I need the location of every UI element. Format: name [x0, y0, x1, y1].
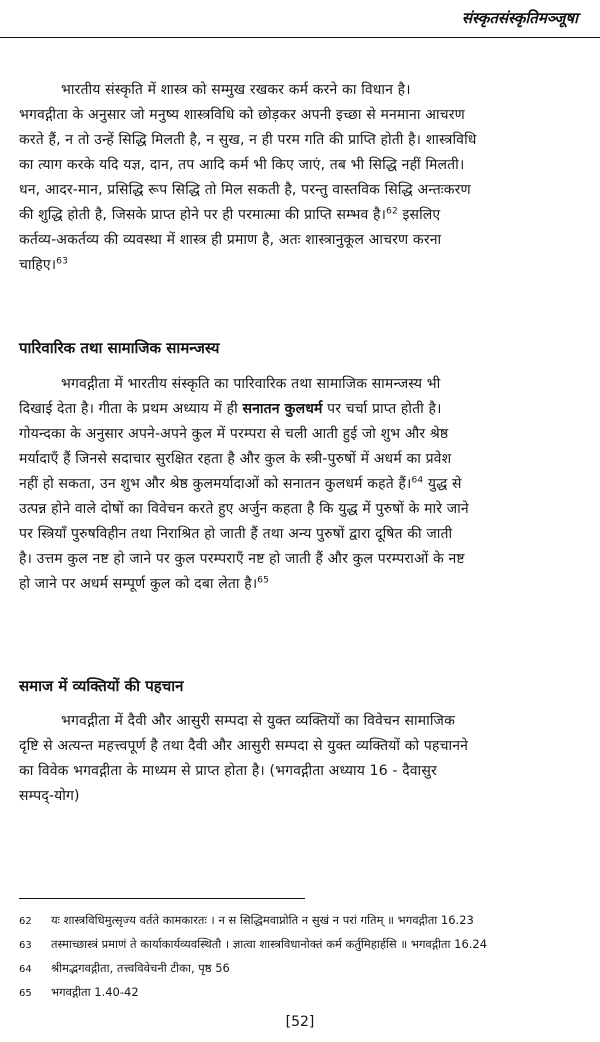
page-number: [52] — [285, 1014, 315, 1030]
footnote-number: 64 — [19, 964, 32, 975]
section-heading-family-social-harmony: पारिवारिक तथा सामाजिक सामन्जस्य — [19, 339, 220, 357]
footnote-number: 65 — [19, 988, 32, 999]
text-line: धन, आदर-मान, प्रसिद्धि रूप सिद्धि तो मिल सकती है, परन्तु वास्तविक सिद्धि अन्तःकरण — [19, 182, 471, 198]
text-line — [19, 397, 581, 422]
text-segment: इसलिए — [397, 207, 441, 223]
footnote-text: तस्माच्छास्त्रं प्रमाणं ते कार्याकार्यव्यवस्थितौ । ज्ञात्वा शास्त्रविधानोक्तं कर्म कर्तुमिहार्हसि ॥ भगवद्गीता 16.24 — [51, 937, 488, 951]
text-segment: युद्ध से — [423, 476, 462, 492]
footnote-rule — [19, 898, 305, 899]
footnote-62 — [19, 911, 581, 931]
text-line: भगवद्गीता में भारतीय संस्कृति का पारिवारिक तथा सामाजिक सामन्जस्य भी — [61, 376, 441, 392]
paragraph-3 — [19, 709, 581, 809]
paragraph-1 — [19, 78, 581, 278]
text-line — [19, 203, 581, 228]
footnote-number: 63 — [19, 940, 32, 951]
footnote-text: भगवद्गीता 1.40-42 — [51, 985, 139, 999]
text-segment: हो जाने पर अधर्म सम्पूर्ण कुल को दबा लेता है। — [19, 576, 258, 592]
footnote-ref-62[interactable]: 62 — [386, 206, 398, 217]
footnote-number: 62 — [19, 916, 32, 927]
footnote-64 — [19, 959, 581, 979]
header-rule — [0, 37, 600, 38]
bold-term: सनातन कुलधर्म — [242, 401, 323, 417]
text-line: भगवद्गीता में दैवी और आसुरी सम्पदा से युक्त व्यक्तियों का विवेचन सामाजिक — [61, 713, 456, 729]
text-line: भगवद्गीता के अनुसार जो मनुष्य शास्त्रविधि को छोड़कर अपनी इच्छा से मनमाना आचरण — [19, 107, 465, 123]
text-line: का विवेक भगवद्गीता के माध्यम से प्राप्त होता है। (भगवद्गीता अध्याय 16 - दैवासुर — [19, 763, 437, 779]
text-line — [19, 472, 581, 497]
text-line: गोयन्दका के अनुसार अपने-अपने कुल में परम्परा से चली आती हुई जो शुभ और श्रेष्ठ — [19, 426, 449, 442]
text-line: करते हैं, न तो उन्हें सिद्धि मिलती है, न सुख, न ही परम गति की प्राप्ति होती है। शास्त्रविधि — [19, 132, 477, 148]
paragraph-2 — [19, 372, 581, 597]
text-line: पर स्त्रियाँ पुरुषविहीन तथा निराश्रित हो जाती हैं तथा अन्य पुरुषों द्वारा दूषित की जाती — [19, 526, 453, 542]
text-line: का त्याग करके यदि यज्ञ, दान, तप आदि कर्म भी किए जाएं, तब भी सिद्धि नहीं मिलती। — [19, 157, 465, 173]
text-line — [19, 572, 581, 597]
running-title: संस्कृतसंस्कृतिमञ्जूषा — [461, 9, 578, 27]
text-line: है। उत्तम कुल नष्ट हो जाने पर कुल परम्पराएँ नष्ट हो जाती हैं और कुल परम्पराओं के नष्ट — [19, 551, 465, 567]
footnote-ref-63[interactable]: 63 — [56, 256, 68, 267]
text-line: कर्तव्य-अकर्तव्य की व्यवस्था में शास्त्र ही प्रमाण है, अतः शास्त्रानुकूल आचरण करना — [19, 232, 442, 248]
section-heading-identifying-persons: समाज में व्यक्तियों की पहचान — [19, 677, 184, 695]
footnote-ref-65[interactable]: 65 — [257, 575, 270, 586]
text-line: दृष्टि से अत्यन्त महत्त्वपूर्ण है तथा दैवी और आसुरी सम्पदा से युक्त व्यक्तियों को पहचानने — [19, 738, 469, 754]
text-segment: पर चर्चा प्राप्त होती है। — [322, 401, 442, 417]
footnote-ref-64[interactable]: 64 — [411, 475, 424, 486]
footnote-text: यः शास्त्रविधिमुत्सृज्य वर्तते कामकारतः । न स सिद्धिमवाप्नोति न सुखं न परां गतिम् ॥ भगवद्गीता 16.23 — [51, 913, 474, 927]
text-segment: चाहिए। — [19, 257, 57, 273]
text-line: सम्पद्-योग) — [19, 788, 80, 804]
text-line: भारतीय संस्कृति में शास्त्र को सम्मुख रखकर कर्म करने का विधान है। — [61, 82, 411, 98]
footnote-text: श्रीमद्भगवद्गीता, तत्त्वविवेचनी टीका, पृष्ठ 56 — [51, 961, 230, 975]
text-segment: दिखाई देता है। गीता के प्रथम अध्याय में ही — [19, 401, 243, 417]
footnote-65 — [19, 983, 581, 1003]
text-line: मर्यादाएँ हैं जिनसे सदाचार सुरक्षित रहता है और कुल के स्त्री-पुरुषों में अधर्म का प्रवेश — [19, 451, 452, 467]
text-segment: नहीं हो सकता, उन शुभ और श्रेष्ठ कुलमर्यादाओं को सनातन कुलधर्म कहते हैं। — [19, 476, 412, 492]
text-segment: की शुद्धि होती है, जिसके प्राप्त होने पर ही परमात्मा की प्राप्ति सम्भव है। — [19, 207, 387, 223]
text-line: उत्पन्न होने वाले दोषों का विवेचन करते हुए अर्जुन कहता है कि युद्ध में पुरुषों के मारे जाने — [19, 501, 469, 517]
footnote-63 — [19, 935, 581, 955]
text-line — [19, 253, 581, 278]
